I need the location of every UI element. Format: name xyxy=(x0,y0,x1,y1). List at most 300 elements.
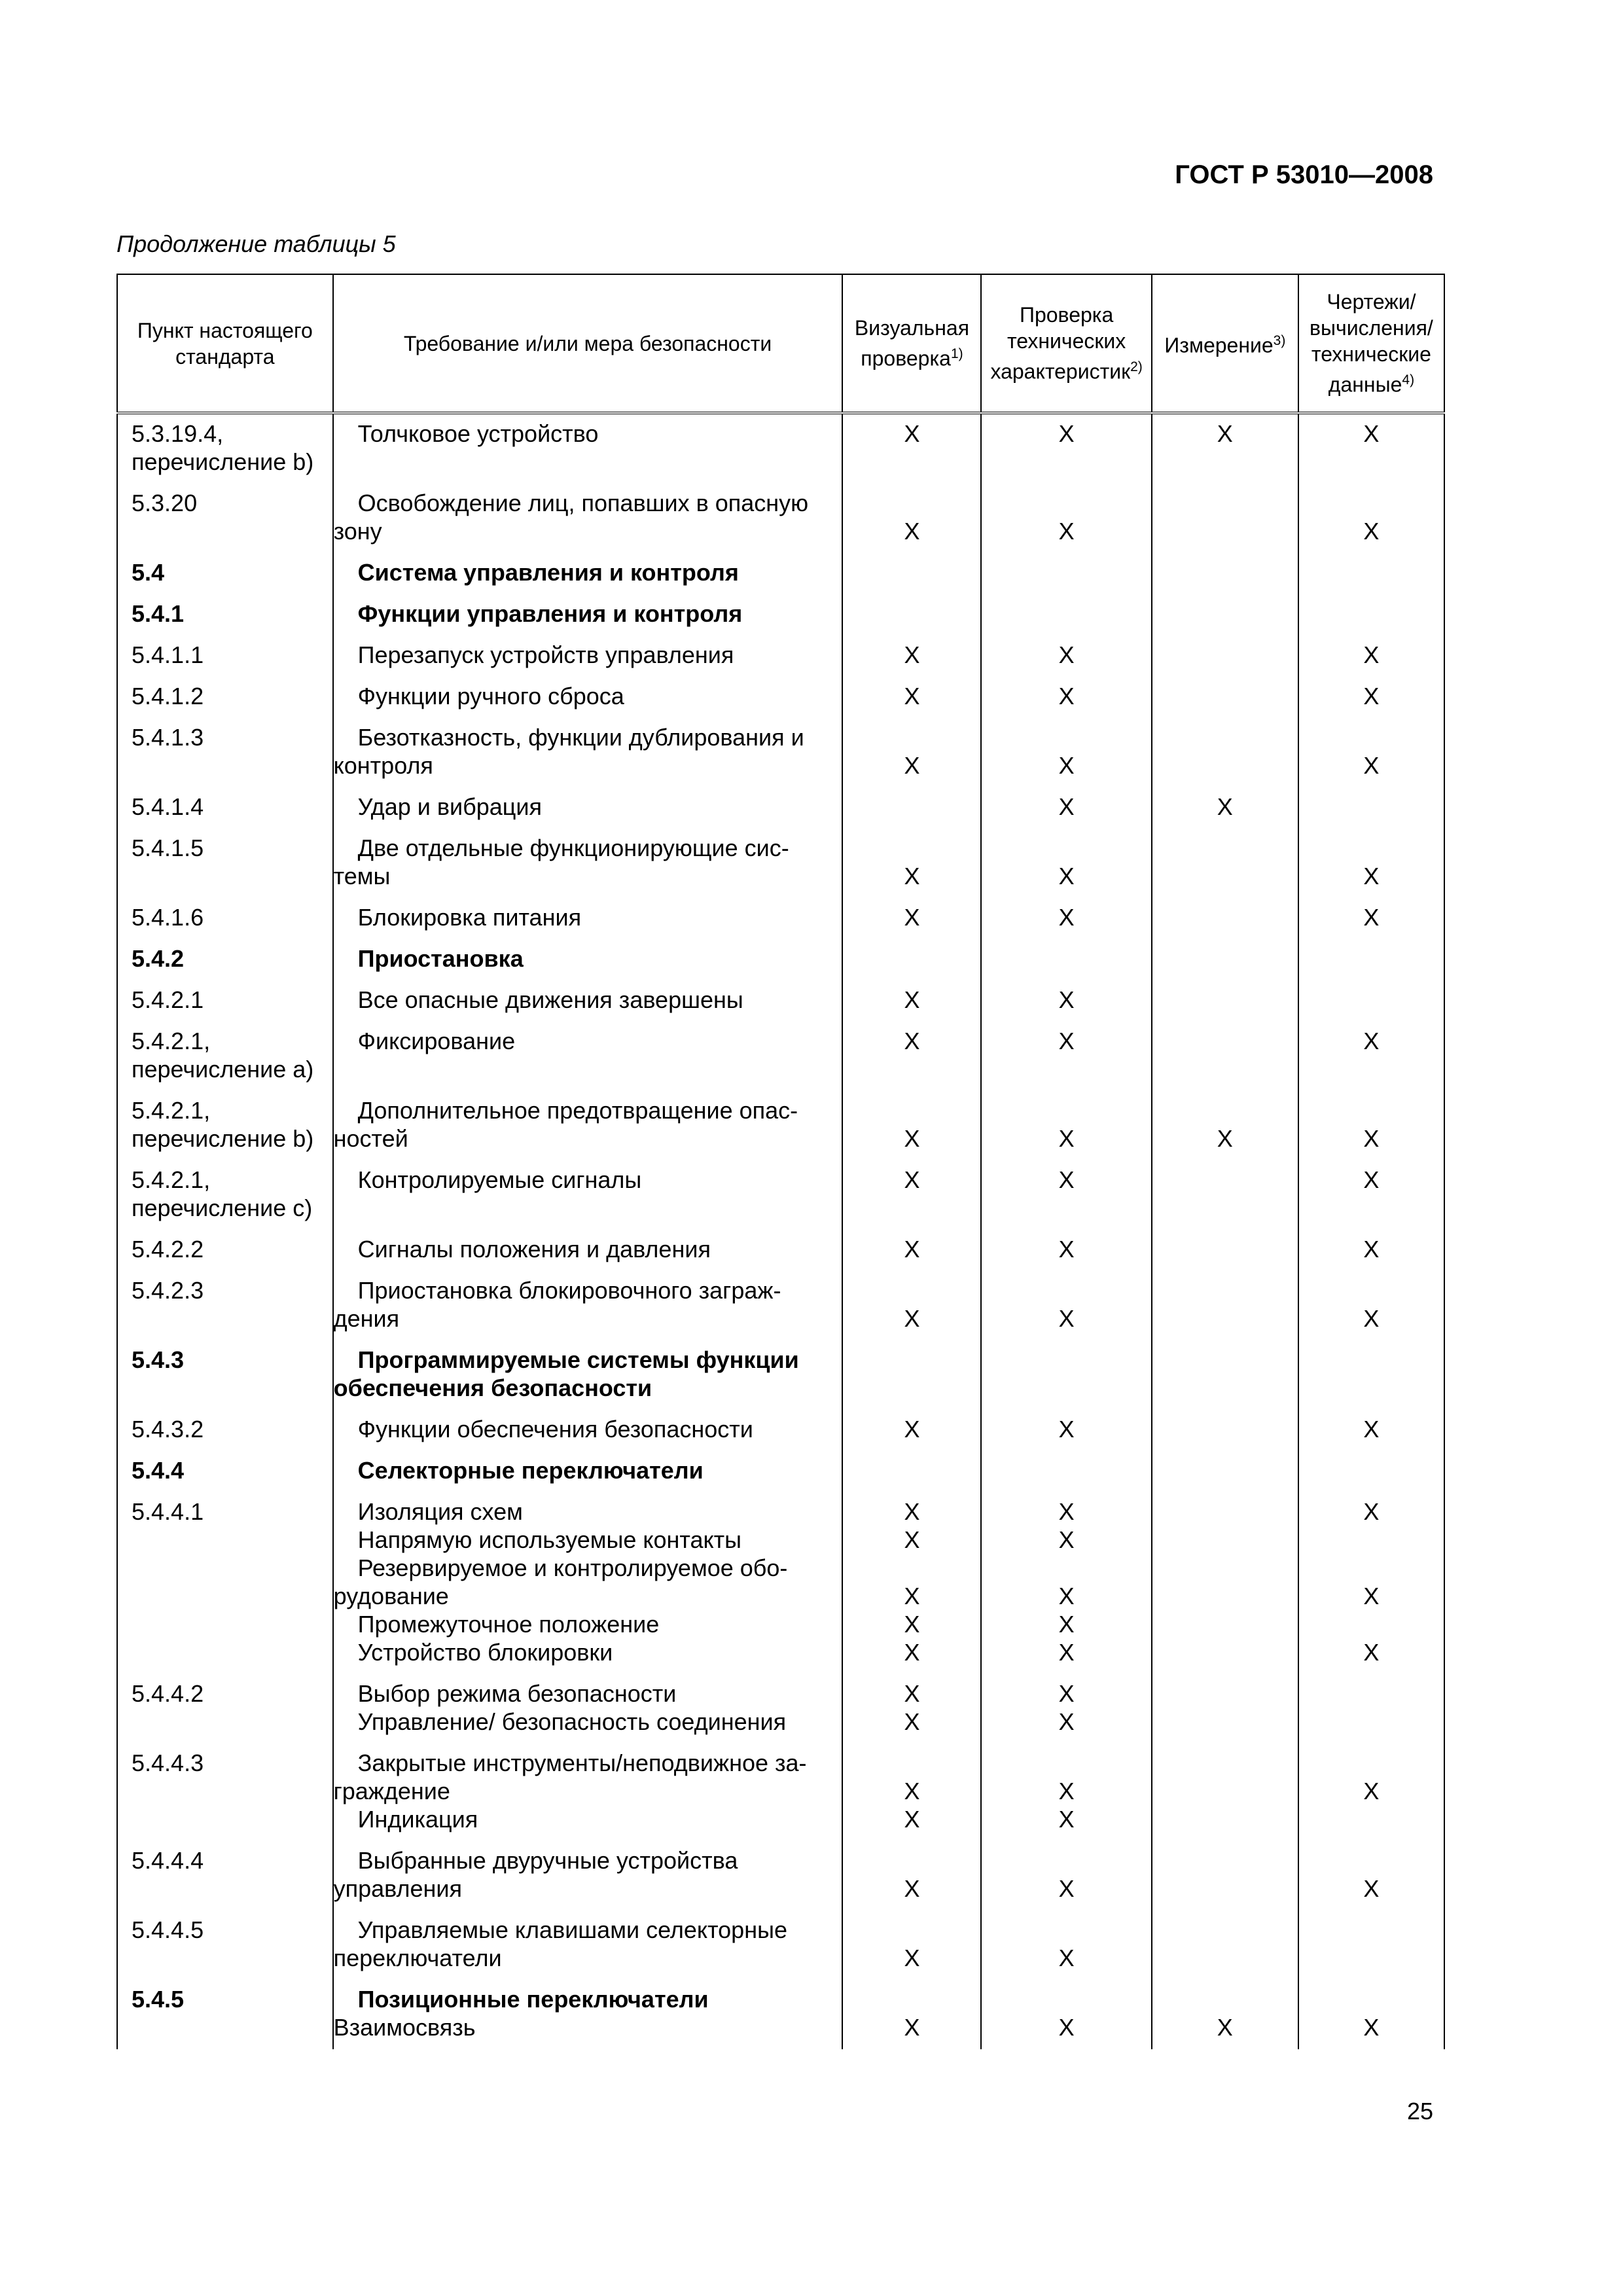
mark-visual: X xyxy=(904,1875,920,1902)
mark-tech: X xyxy=(1058,752,1075,779)
mark-tech-cell xyxy=(981,1230,1151,1271)
mark-measure-cell xyxy=(1152,939,1298,980)
mark-tech: X xyxy=(1058,420,1075,447)
point-cell xyxy=(117,787,333,829)
mark-measure-cell xyxy=(1152,1091,1298,1160)
mark-tech: X xyxy=(1058,1166,1075,1193)
mark-drawings: X xyxy=(1363,1416,1380,1443)
requirement-cell xyxy=(333,1744,843,1841)
mark-drawings-cell xyxy=(1298,1492,1444,1674)
mark-tech-cell xyxy=(981,829,1151,898)
requirement-cell xyxy=(333,1841,843,1910)
requirement-cell xyxy=(333,1160,843,1230)
mark-drawings-cell xyxy=(1298,787,1444,829)
mark-visual-cell xyxy=(842,898,981,939)
mark-tech: X xyxy=(1058,2014,1075,2041)
mark-tech: X xyxy=(1058,1639,1075,1666)
mark-tech-cell xyxy=(981,980,1151,1022)
requirement-text: Функции обеспечения безопасности xyxy=(357,1416,753,1443)
mark-tech: X xyxy=(1058,793,1075,820)
point-text: 5.4 xyxy=(132,559,165,586)
requirement-text: граждение xyxy=(333,1778,450,1804)
requirement-cell xyxy=(333,1340,843,1410)
table-row xyxy=(117,636,1444,677)
requirements-table xyxy=(116,274,1445,2049)
mark-visual-cell xyxy=(842,1410,981,1451)
requirement-text: Толчковое устройство xyxy=(357,420,599,447)
mark-visual-cell xyxy=(842,1160,981,1230)
mark-tech: X xyxy=(1058,1125,1075,1152)
mark-drawings-cell xyxy=(1298,1744,1444,1841)
point-text: 5.4.2.3 xyxy=(132,1277,204,1304)
mark-visual-cell xyxy=(842,787,981,829)
mark-tech-cell xyxy=(981,898,1151,939)
mark-drawings: X xyxy=(1363,863,1380,889)
table-row xyxy=(117,1744,1444,1841)
mark-measure-cell xyxy=(1152,1410,1298,1451)
requirement-text: темы xyxy=(333,863,391,889)
mark-drawings xyxy=(1299,489,1444,517)
point-text: 5.4.1.4 xyxy=(132,793,204,820)
point-text: 5.4.4.1 xyxy=(132,1498,204,1525)
point-cell xyxy=(117,939,333,980)
mark-visual: X xyxy=(904,518,920,545)
header-point: Пункт настоящего стандарта xyxy=(117,274,333,413)
requirement-text: Напрямую используемые контакты xyxy=(357,1526,742,1553)
mark-drawings: X xyxy=(1363,518,1380,545)
requirement-text: Дополнительное предотвращение опас- xyxy=(357,1097,798,1124)
requirement-cell xyxy=(333,829,843,898)
point-text: перечисление а) xyxy=(132,1056,314,1083)
requirement-cell xyxy=(333,1022,843,1091)
requirement-cell xyxy=(333,980,843,1022)
mark-visual-cell xyxy=(842,1271,981,1340)
requirement-text: зону xyxy=(333,518,382,545)
mark-tech-cell xyxy=(981,1910,1151,1980)
table-row xyxy=(117,718,1444,787)
table-row xyxy=(117,413,1444,484)
mark-drawings-cell xyxy=(1298,829,1444,898)
mark-tech: X xyxy=(1058,1778,1075,1804)
table-row xyxy=(117,787,1444,829)
mark-drawings: X xyxy=(1363,1166,1380,1193)
mark-tech: X xyxy=(1058,1498,1075,1525)
table-row xyxy=(117,898,1444,939)
mark-drawings: X xyxy=(1363,1875,1380,1902)
mark-visual xyxy=(843,489,980,517)
mark-drawings-cell xyxy=(1298,484,1444,553)
point-cell xyxy=(117,980,333,1022)
mark-tech: X xyxy=(1058,986,1075,1013)
point-text: 5.4.1.3 xyxy=(132,724,204,751)
requirement-text: Селекторные переключатели xyxy=(357,1457,704,1484)
requirement-cell xyxy=(333,413,843,484)
point-text: 5.4.4.3 xyxy=(132,1749,204,1776)
mark-measure-cell xyxy=(1152,413,1298,484)
requirement-text: Перезапуск устройств управления xyxy=(357,641,734,668)
table-row xyxy=(117,829,1444,898)
requirement-cell xyxy=(333,553,843,594)
point-cell xyxy=(117,594,333,636)
mark-drawings: X xyxy=(1363,420,1380,447)
point-text: 5.3.19.4, xyxy=(132,420,224,447)
requirement-text: Освобождение лиц, попавших в опасную xyxy=(357,490,809,516)
mark-visual: X xyxy=(904,1639,920,1666)
mark-measure-cell xyxy=(1152,1744,1298,1841)
mark-measure-cell xyxy=(1152,787,1298,829)
mark-visual-cell xyxy=(842,1230,981,1271)
point-cell xyxy=(117,1674,333,1744)
requirement-text: Две отдельные функционирующие сис- xyxy=(357,834,789,861)
point-text: 5.3.20 xyxy=(132,490,198,516)
mark-measure xyxy=(1152,1985,1298,2013)
mark-visual-cell xyxy=(842,594,981,636)
requirement-cell xyxy=(333,1230,843,1271)
mark-visual: X xyxy=(904,1305,920,1332)
point-text: 5.4.1 xyxy=(132,600,185,627)
point-text: 5.4.1.6 xyxy=(132,904,204,931)
table-row xyxy=(117,1230,1444,1271)
mark-visual: X xyxy=(904,1945,920,1971)
mark-visual-cell xyxy=(842,553,981,594)
mark-tech-cell xyxy=(981,1674,1151,1744)
point-cell xyxy=(117,1022,333,1091)
mark-visual: X xyxy=(904,1236,920,1263)
mark-visual-cell xyxy=(842,980,981,1022)
requirement-text: ностей xyxy=(333,1125,408,1152)
requirement-text: Позиционные переключатели xyxy=(357,1986,709,2013)
mark-visual: X xyxy=(904,1806,920,1833)
requirement-cell xyxy=(333,1451,843,1492)
mark-tech-cell xyxy=(981,1410,1151,1451)
mark-drawings xyxy=(1299,1749,1444,1777)
table-row xyxy=(117,1410,1444,1451)
point-cell xyxy=(117,1910,333,1980)
mark-drawings-cell xyxy=(1298,1451,1444,1492)
mark-visual: X xyxy=(904,420,920,447)
table-row xyxy=(117,1160,1444,1230)
mark-tech xyxy=(982,1276,1150,1304)
requirement-text: Сигналы положения и давления xyxy=(357,1236,711,1263)
mark-drawings xyxy=(1299,1985,1444,2013)
requirement-text: Программируемые системы функции xyxy=(357,1346,799,1373)
point-text: 5.4.4.2 xyxy=(132,1680,204,1707)
mark-visual-cell xyxy=(842,718,981,787)
point-cell xyxy=(117,1744,333,1841)
table-row xyxy=(117,1841,1444,1910)
mark-tech: X xyxy=(1058,863,1075,889)
requirement-text: Индикация xyxy=(357,1806,478,1833)
mark-drawings-cell xyxy=(1298,677,1444,718)
point-cell xyxy=(117,484,333,553)
mark-tech-cell xyxy=(981,1340,1151,1410)
point-text: 5.4.2.2 xyxy=(132,1236,204,1263)
mark-visual-cell xyxy=(842,939,981,980)
point-text: 5.4.2.1, xyxy=(132,1097,211,1124)
mark-drawings-cell xyxy=(1298,1160,1444,1230)
mark-measure-cell xyxy=(1152,1492,1298,1674)
mark-tech-cell xyxy=(981,553,1151,594)
mark-drawings: X xyxy=(1363,1583,1380,1609)
mark-visual-cell xyxy=(842,829,981,898)
mark-measure-cell xyxy=(1152,898,1298,939)
mark-visual: X xyxy=(904,863,920,889)
table-row xyxy=(117,1980,1444,2049)
table-row xyxy=(117,1492,1444,1674)
mark-visual: X xyxy=(904,904,920,931)
mark-visual: X xyxy=(904,1583,920,1609)
mark-measure: X xyxy=(1217,1125,1233,1152)
mark-visual-cell xyxy=(842,1492,981,1674)
mark-tech: X xyxy=(1058,683,1075,709)
mark-drawings-cell xyxy=(1298,1271,1444,1340)
mark-tech xyxy=(982,1846,1150,1874)
mark-measure-cell xyxy=(1152,1674,1298,1744)
mark-visual xyxy=(843,1749,980,1777)
table-row xyxy=(117,980,1444,1022)
point-text: перечисление b) xyxy=(132,448,314,475)
mark-visual-cell xyxy=(842,1091,981,1160)
point-text: 5.4.4.5 xyxy=(132,1916,204,1943)
table-row xyxy=(117,1910,1444,1980)
requirement-text: Все опасные движения завершены xyxy=(357,986,743,1013)
mark-measure-cell xyxy=(1152,980,1298,1022)
requirement-text: Взаимосвязь xyxy=(333,2014,476,2041)
mark-visual-cell xyxy=(842,1910,981,1980)
table-header-row xyxy=(117,274,1444,413)
point-text: 5.4.4.4 xyxy=(132,1847,204,1874)
requirement-text: Удар и вибрация xyxy=(357,793,542,820)
mark-measure: X xyxy=(1217,2014,1233,2041)
mark-tech: X xyxy=(1058,1708,1075,1735)
mark-tech-cell xyxy=(981,787,1151,829)
requirement-text: Приостановка блокировочного заграж- xyxy=(357,1277,781,1304)
requirement-cell xyxy=(333,718,843,787)
mark-measure-cell xyxy=(1152,1271,1298,1340)
mark-drawings-cell xyxy=(1298,898,1444,939)
mark-visual: X xyxy=(904,1611,920,1638)
point-cell xyxy=(117,1410,333,1451)
mark-measure-cell xyxy=(1152,1022,1298,1091)
mark-measure-cell xyxy=(1152,1340,1298,1410)
mark-tech xyxy=(982,489,1150,517)
requirement-text: рудование xyxy=(333,1583,449,1609)
requirement-text: Безотказность, функции дублирования и xyxy=(357,724,804,751)
mark-visual: X xyxy=(904,752,920,779)
table-row xyxy=(117,1451,1444,1492)
requirement-text: Промежуточное положение xyxy=(357,1611,660,1638)
point-text: 5.4.3.2 xyxy=(132,1416,204,1443)
mark-visual-cell xyxy=(842,1451,981,1492)
point-text: 5.4.2 xyxy=(132,945,185,972)
requirement-text: управления xyxy=(333,1875,462,1902)
requirement-cell xyxy=(333,939,843,980)
requirement-cell xyxy=(333,787,843,829)
mark-visual: X xyxy=(904,1166,920,1193)
mark-tech xyxy=(982,1096,1150,1124)
mark-tech xyxy=(982,1554,1150,1582)
table-row xyxy=(117,677,1444,718)
requirement-cell xyxy=(333,594,843,636)
point-cell xyxy=(117,1160,333,1230)
mark-drawings-cell xyxy=(1298,939,1444,980)
mark-drawings xyxy=(1299,1554,1444,1582)
mark-measure-cell xyxy=(1152,1910,1298,1980)
table-row xyxy=(117,553,1444,594)
mark-measure-cell xyxy=(1152,718,1298,787)
mark-measure xyxy=(1152,1096,1298,1124)
point-text: перечисление b) xyxy=(132,1125,314,1152)
table-row xyxy=(117,1022,1444,1091)
mark-drawings-cell xyxy=(1298,553,1444,594)
mark-tech-cell xyxy=(981,594,1151,636)
mark-tech: X xyxy=(1058,1611,1075,1638)
point-cell xyxy=(117,829,333,898)
requirement-text: Устройство блокировки xyxy=(357,1639,613,1666)
mark-drawings-cell xyxy=(1298,1980,1444,2049)
mark-visual: X xyxy=(904,1028,920,1054)
mark-measure: X xyxy=(1217,420,1233,447)
table-row xyxy=(117,594,1444,636)
mark-visual: X xyxy=(904,1416,920,1443)
mark-visual xyxy=(843,834,980,862)
mark-drawings: X xyxy=(1363,1778,1380,1804)
mark-tech: X xyxy=(1058,518,1075,545)
point-text: 5.4.1.2 xyxy=(132,683,204,709)
mark-measure-cell xyxy=(1152,1980,1298,2049)
mark-tech-cell xyxy=(981,1841,1151,1910)
requirement-cell xyxy=(333,898,843,939)
mark-drawings: X xyxy=(1363,752,1380,779)
mark-drawings: X xyxy=(1363,641,1380,668)
requirement-text: контроля xyxy=(333,752,433,779)
mark-drawings-cell xyxy=(1298,980,1444,1022)
mark-tech: X xyxy=(1058,1526,1075,1553)
mark-visual: X xyxy=(904,1125,920,1152)
mark-tech-cell xyxy=(981,636,1151,677)
mark-drawings: X xyxy=(1363,1639,1380,1666)
mark-tech-cell xyxy=(981,1492,1151,1674)
mark-drawings-cell xyxy=(1298,413,1444,484)
requirement-cell xyxy=(333,636,843,677)
mark-visual: X xyxy=(904,1498,920,1525)
header-measure: Измерение$^{3)}$ xyxy=(1152,274,1298,413)
mark-tech: X xyxy=(1058,1305,1075,1332)
mark-tech: X xyxy=(1058,1583,1075,1609)
mark-visual-cell xyxy=(842,1841,981,1910)
mark-drawings-cell xyxy=(1298,1091,1444,1160)
requirement-text: Выбранные двуручные устройства xyxy=(357,1847,738,1874)
point-text: 5.4.2.1, xyxy=(132,1028,211,1054)
mark-drawings: X xyxy=(1363,1498,1380,1525)
mark-tech: X xyxy=(1058,1945,1075,1971)
mark-tech: X xyxy=(1058,641,1075,668)
mark-measure-cell xyxy=(1152,677,1298,718)
point-cell xyxy=(117,718,333,787)
mark-visual: X xyxy=(904,1778,920,1804)
requirement-text: Выбор режима безопасности xyxy=(357,1680,677,1707)
point-text: 5.4.1.1 xyxy=(132,641,204,668)
mark-drawings: X xyxy=(1363,683,1380,709)
table-caption: Продолжение таблицы 5 xyxy=(116,230,396,257)
document-code: ГОСТ Р 53010—2008 xyxy=(1175,160,1433,189)
mark-tech-cell xyxy=(981,484,1151,553)
mark-measure-cell xyxy=(1152,829,1298,898)
table-row xyxy=(117,484,1444,553)
requirement-text: Функции управления и контроля xyxy=(357,600,743,627)
point-text: перечисление с) xyxy=(132,1194,313,1221)
point-cell xyxy=(117,413,333,484)
mark-visual-cell xyxy=(842,1340,981,1410)
mark-drawings-cell xyxy=(1298,1674,1444,1744)
point-cell xyxy=(117,1091,333,1160)
mark-drawings-cell xyxy=(1298,1410,1444,1451)
mark-drawings: X xyxy=(1363,1236,1380,1263)
mark-visual-cell xyxy=(842,413,981,484)
table-row xyxy=(117,1271,1444,1340)
requirement-text: Управляемые клавишами селекторные xyxy=(357,1916,787,1943)
requirement-text: Закрытые инструменты/неподвижное за- xyxy=(357,1749,807,1776)
mark-tech: X xyxy=(1058,1028,1075,1054)
point-cell xyxy=(117,1230,333,1271)
mark-drawings-cell xyxy=(1298,636,1444,677)
header-tech: Проверка технических характеристик$^{2)}$ xyxy=(981,274,1151,413)
mark-visual xyxy=(843,1554,980,1582)
table-row xyxy=(117,939,1444,980)
mark-drawings xyxy=(1299,834,1444,862)
mark-tech: X xyxy=(1058,1416,1075,1443)
mark-visual xyxy=(843,1096,980,1124)
requirement-text: Приостановка xyxy=(357,945,524,972)
mark-measure-cell xyxy=(1152,1230,1298,1271)
point-cell xyxy=(117,1340,333,1410)
requirement-text: Контролируемые сигналы xyxy=(357,1166,642,1193)
mark-drawings: X xyxy=(1363,1305,1380,1332)
mark-drawings xyxy=(1299,1846,1444,1874)
point-cell xyxy=(117,1492,333,1674)
requirement-text: Функции ручного сброса xyxy=(357,683,624,709)
mark-tech-cell xyxy=(981,677,1151,718)
header-requirement: Требование и/или мера безопасности xyxy=(333,274,843,413)
point-text: 5.4.2.1 xyxy=(132,986,204,1013)
mark-visual-cell xyxy=(842,677,981,718)
point-text: 5.4.4 xyxy=(132,1457,185,1484)
mark-tech: X xyxy=(1058,1680,1075,1707)
header-drawings: Чертежи/ вычисления/ технические данные$^{4)}$ xyxy=(1298,274,1444,413)
requirement-cell xyxy=(333,1910,843,1980)
mark-visual xyxy=(843,1276,980,1304)
point-cell xyxy=(117,636,333,677)
requirement-text: Управление/ безопасность соединения xyxy=(357,1708,787,1735)
mark-drawings: X xyxy=(1363,2014,1380,2041)
mark-tech-cell xyxy=(981,1271,1151,1340)
requirement-text: Система управления и контроля xyxy=(357,559,739,586)
point-cell xyxy=(117,553,333,594)
mark-visual-cell xyxy=(842,1980,981,2049)
mark-visual xyxy=(843,1846,980,1874)
point-text: 5.4.5 xyxy=(132,1986,185,2013)
mark-tech xyxy=(982,723,1150,751)
point-cell xyxy=(117,1841,333,1910)
mark-drawings: X xyxy=(1363,904,1380,931)
mark-tech-cell xyxy=(981,1022,1151,1091)
requirement-text: обеспечения безопасности xyxy=(333,1374,652,1401)
requirement-text: дения xyxy=(333,1305,400,1332)
mark-tech-cell xyxy=(981,1160,1151,1230)
mark-drawings xyxy=(1299,1276,1444,1304)
mark-measure-cell xyxy=(1152,1160,1298,1230)
requirement-cell xyxy=(333,484,843,553)
